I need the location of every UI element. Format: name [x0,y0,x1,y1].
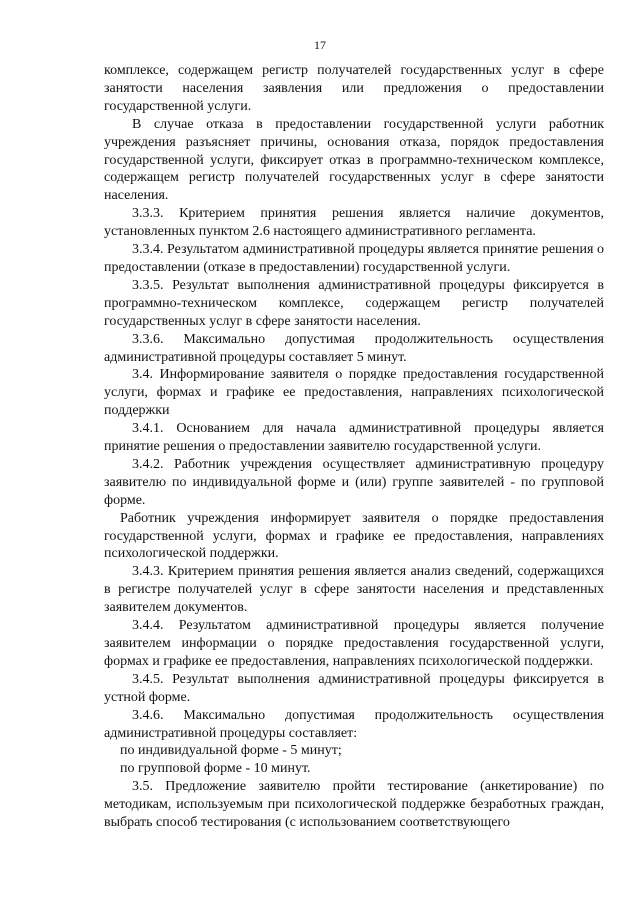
paragraph: 3.4.6. Максимально допустимая продолжительность осуществления административной процедуры составляет: [104,707,604,741]
list-item: по индивидуальной форме - 5 минут; [120,743,342,759]
section-heading: 3.5. Предложение заявителю пройти тестирование (анкетирование) по методикам, используемым при психологической поддержке безработных граждан, выбрать способ тестирования (с использованием соответствующего [104,779,604,831]
paragraph: 3.3.4. Результатом административной процедуры является принятие решения о предоставлении (отказе в предоставлении) государственной услуги. [104,242,604,275]
paragraph: комплексе, содержащем регистр получателей государственных услуг в сфере занятости населения заявления или предложения о предоставлении государственной услуги. [104,63,604,114]
paragraph: 3.3.5. Результат выполнения административной процедуры фиксируется в программно-техническом комплексе, содержащем регистр получателей государственных услуг в сфере занятости населения. [104,277,604,329]
page-number: 17 [314,38,326,52]
paragraph: 3.4.4. Результатом административной процедуры является получение заявителем информации о порядке предоставления государственной услуги, формах и графике ее предоставления, направлениях психологической поддержки. [104,618,604,669]
paragraph: 3.4.5. Результат выполнения административной процедуры фиксируется в устной форме. [104,671,604,705]
paragraph: 3.3.6. Максимально допустимая продолжительность осуществления административной процедуры составляет 5 минут. [104,331,604,365]
list-item: по групповой форме - 10 минут. [120,761,311,777]
paragraph: 3.4.1. Основанием для начала административной процедуры является принятие решения о предоставлении заявителю государственной услуги. [104,421,604,455]
paragraph: 3.4.2. Работник учреждения осуществляет административную процедуру заявителю по индивидуальной форме и (или) группе заявителей - по групповой форме. [104,456,604,508]
paragraph: В случае отказа в предоставлении государственной услуги работник учреждения разъясняет причины, основания отказа, порядок предоставления государственной услуги, фиксирует отказ в программно-техническом комплексе, содержащем регистр получателей государственных услуг в сфере занятости населения. [104,116,604,204]
section-heading: 3.4. Информирование заявителя о порядке предоставления государственной услуги, формах и графике ее предоставления, направлениях психологической поддержки [104,367,604,419]
paragraph: 3.4.3. Критерием принятия решения является анализ сведений, содержащихся в регистре получателей услуг в сфере занятости населения и представленных заявителем документов. [104,564,604,616]
document-body [104,62,604,832]
paragraph: Работник учреждения информирует заявителя о порядке предоставления государственной услуги, формах и графике ее предоставления, направлениях психологической поддержки. [104,510,604,562]
paragraph: 3.3.3. Критерием принятия решения является наличие документов, установленных пунктом 2.6 настоящего административного регламента. [104,206,604,240]
